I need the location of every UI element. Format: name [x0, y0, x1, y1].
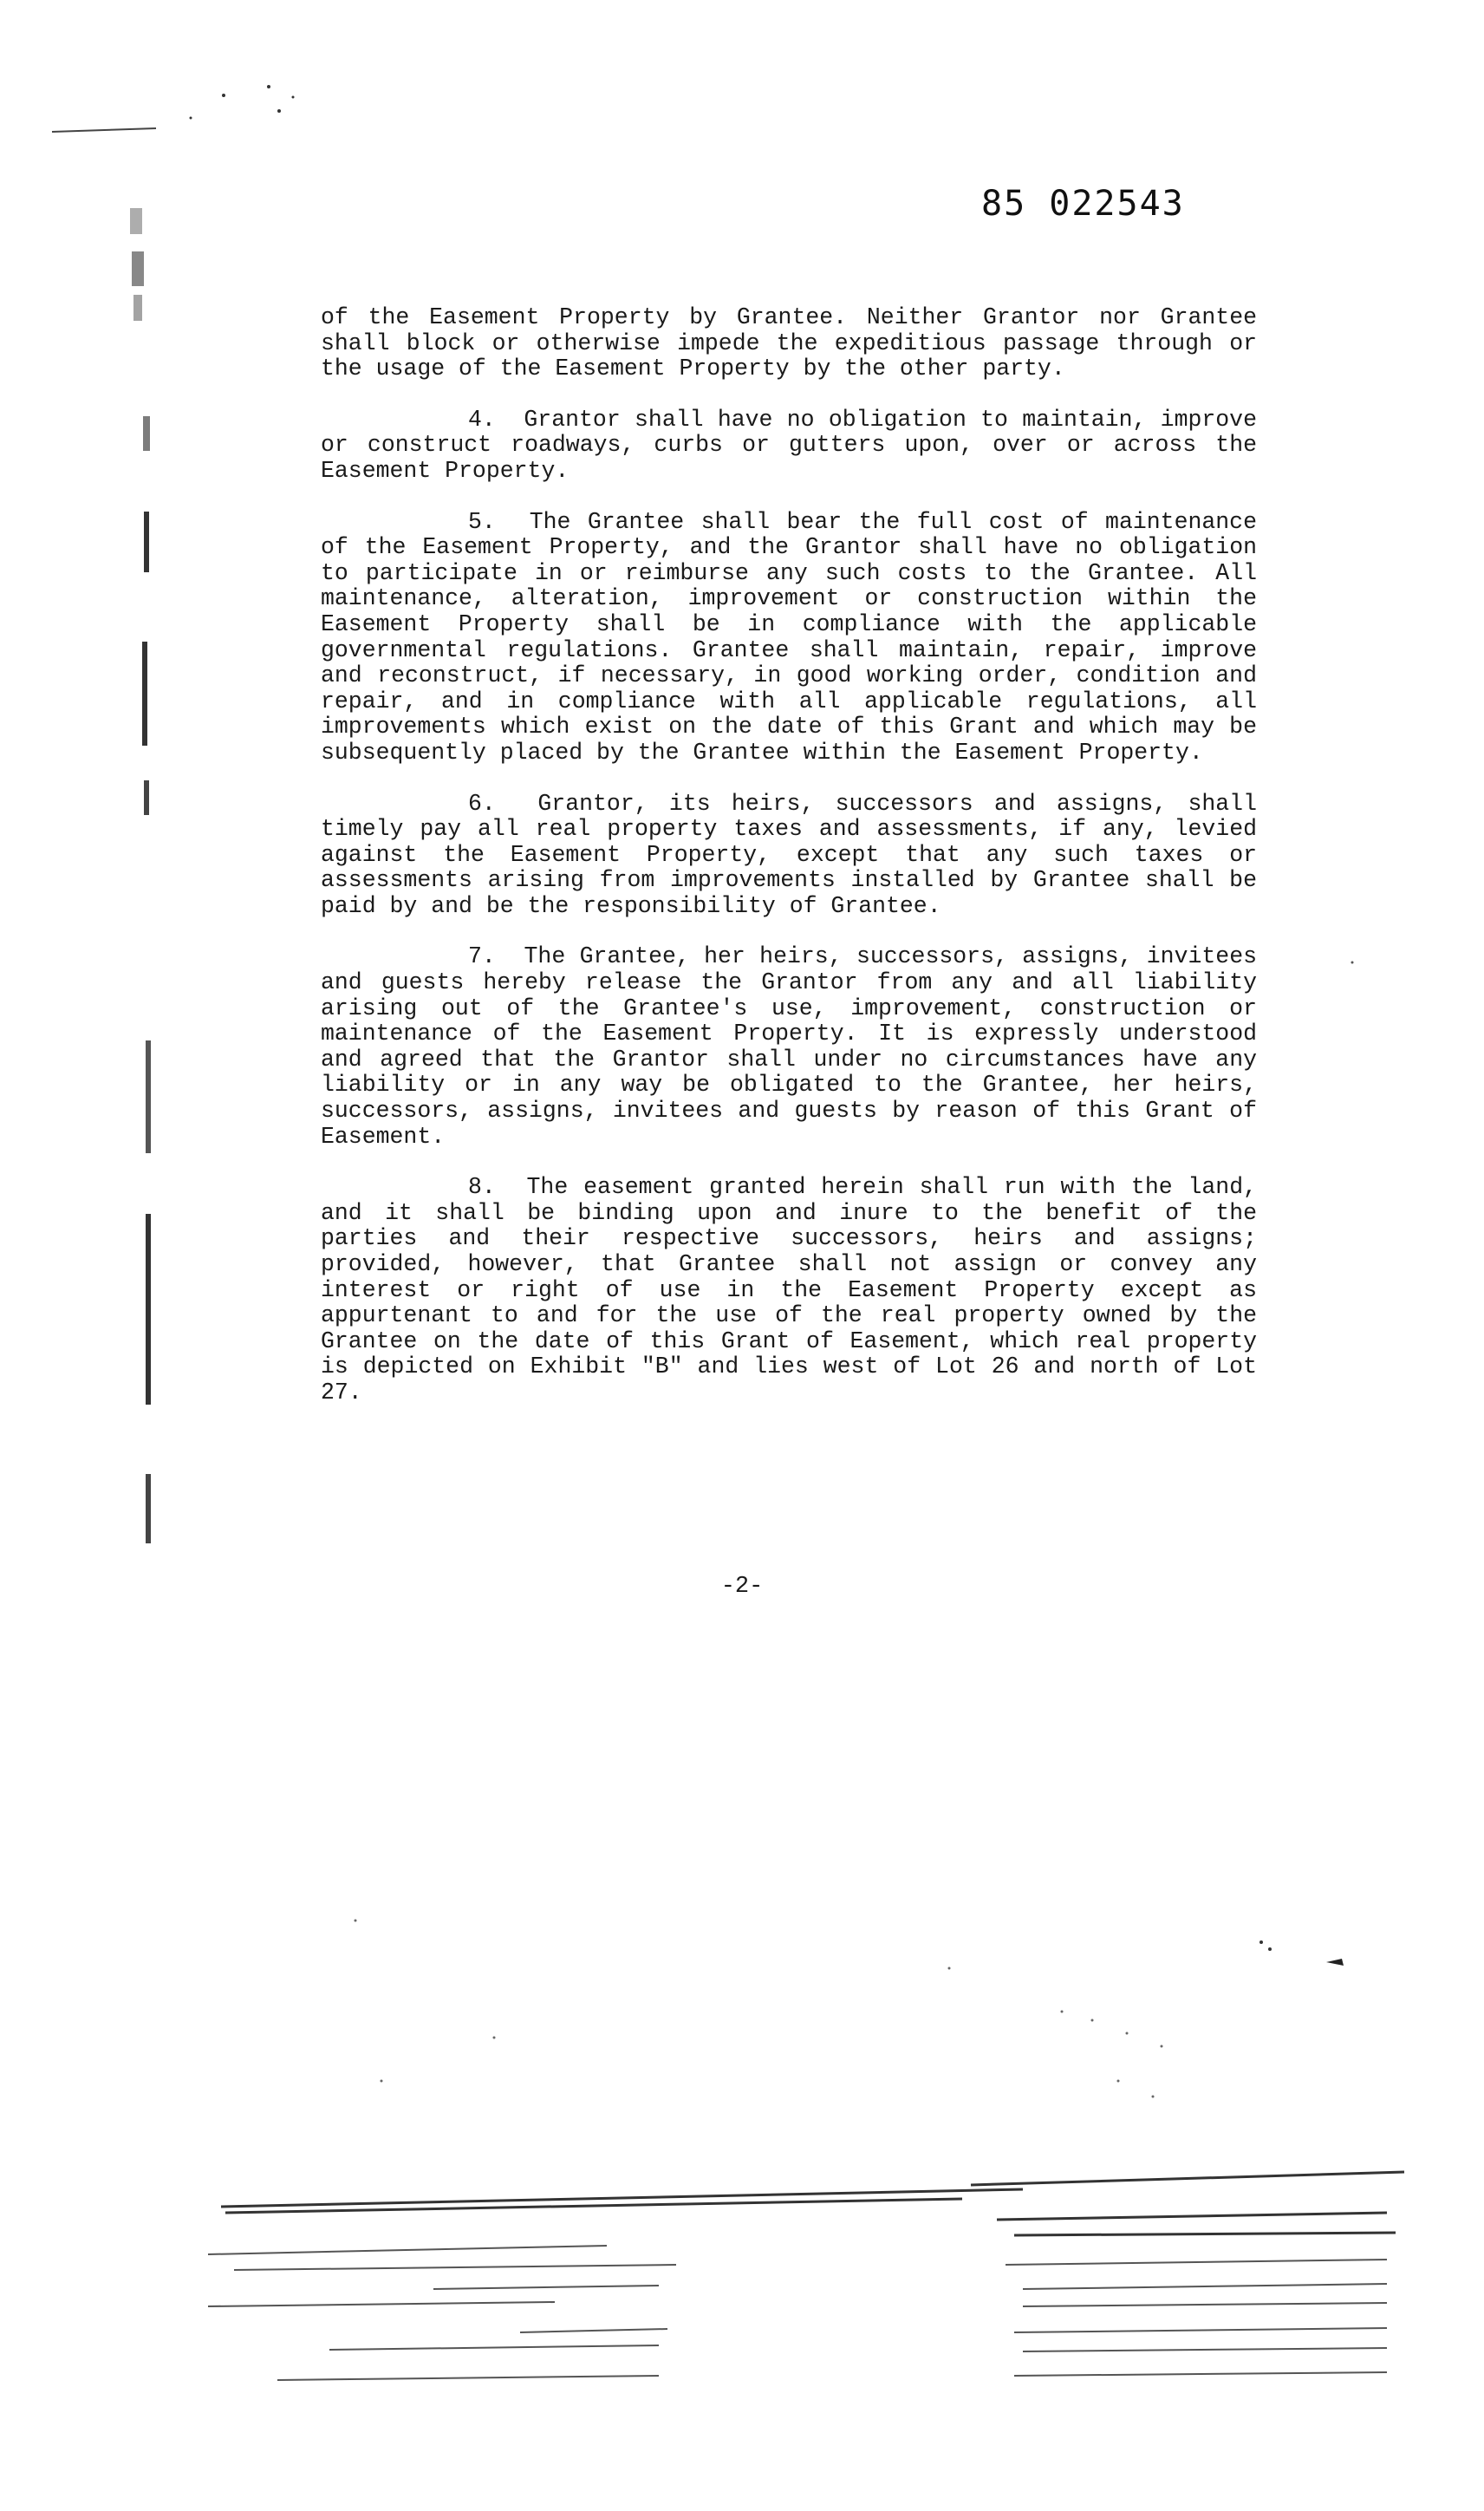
paragraph-number: 8.: [468, 1174, 496, 1201]
paragraph-7: [321, 944, 1257, 1150]
paragraph-5: [321, 510, 1257, 766]
paragraph-4: [321, 408, 1257, 485]
paragraph-6: [321, 792, 1257, 920]
page-number: -2-: [720, 1574, 764, 1600]
paragraph-continuation: [321, 305, 1257, 382]
paragraph-8: [321, 1175, 1257, 1406]
paragraph-number: 4.: [468, 406, 496, 433]
paragraph-text: Grantor shall have no obligation to maintain, improve or construct roadways, curbs or gutters upon, over or across the Easement Property.: [321, 406, 1257, 484]
paragraph-text: of the Easement Property by Grantee. Neither Grantor nor Grantee shall block or otherwise impede the expeditious passage through or the usage of the Easement Property by the other party.: [321, 304, 1257, 382]
recording-number: 85 022543: [981, 184, 1185, 224]
paragraph-text: The easement granted herein shall run with the land, and it shall be binding upon and inure to the benefit of the parties and their respective successors, heirs and assigns; provided, however, that Grantee shall not assign or convey any interest or right of use in the Easement Property except as appurtenant to and for the use of the real property owned by the Grantee on the date of this Grant of Easement, which real property is depicted on Exhibit "B" and lies west of Lot 26 and north of Lot 27.: [321, 1174, 1258, 1406]
paragraph-text: The Grantee, her heirs, successors, assigns, invitees and guests hereby release the Grantor from any and all liability arising out of the Grantee's use, improvement, construction or maintenance of the Easement Property. It is expressly understood and agreed that the Grantor shall under no circumstances have any liability or in any way be obligated to the Grantee, her heirs, successors, assigns, invitees and guests by reason of this Grant of Easement.: [321, 943, 1258, 1150]
paragraph-text: Grantor, its heirs, successors and assigns, shall timely pay all real property taxes and assessments, if any, levied against the Easement Property, except that any such taxes or assessments arising from improvements installed by Grantee shall be paid by and be the responsibility of Grantee.: [321, 790, 1257, 919]
paragraph-text: The Grantee shall bear the full cost of maintenance of the Easement Property, and the Grantor shall have no obligation to participate in or reimburse any such costs to the Grantee. All maintenance, alteration, improvement or construction within the Easement Property shall be in compliance with the applicable governmental regulations. Grantee shall maintain, repair, improve and reconstruct, if necessary, in good working order, condition and repair, and in compliance with all applicable regulations, all improvements which exist on the date of this Grant and which may be subsequently placed by the Grantee within the Easement Property.: [321, 508, 1257, 766]
paragraph-number: 5.: [468, 508, 496, 535]
paragraph-number: 6.: [468, 790, 496, 817]
body-text: [321, 305, 1257, 1432]
paragraph-number: 7.: [468, 943, 496, 970]
